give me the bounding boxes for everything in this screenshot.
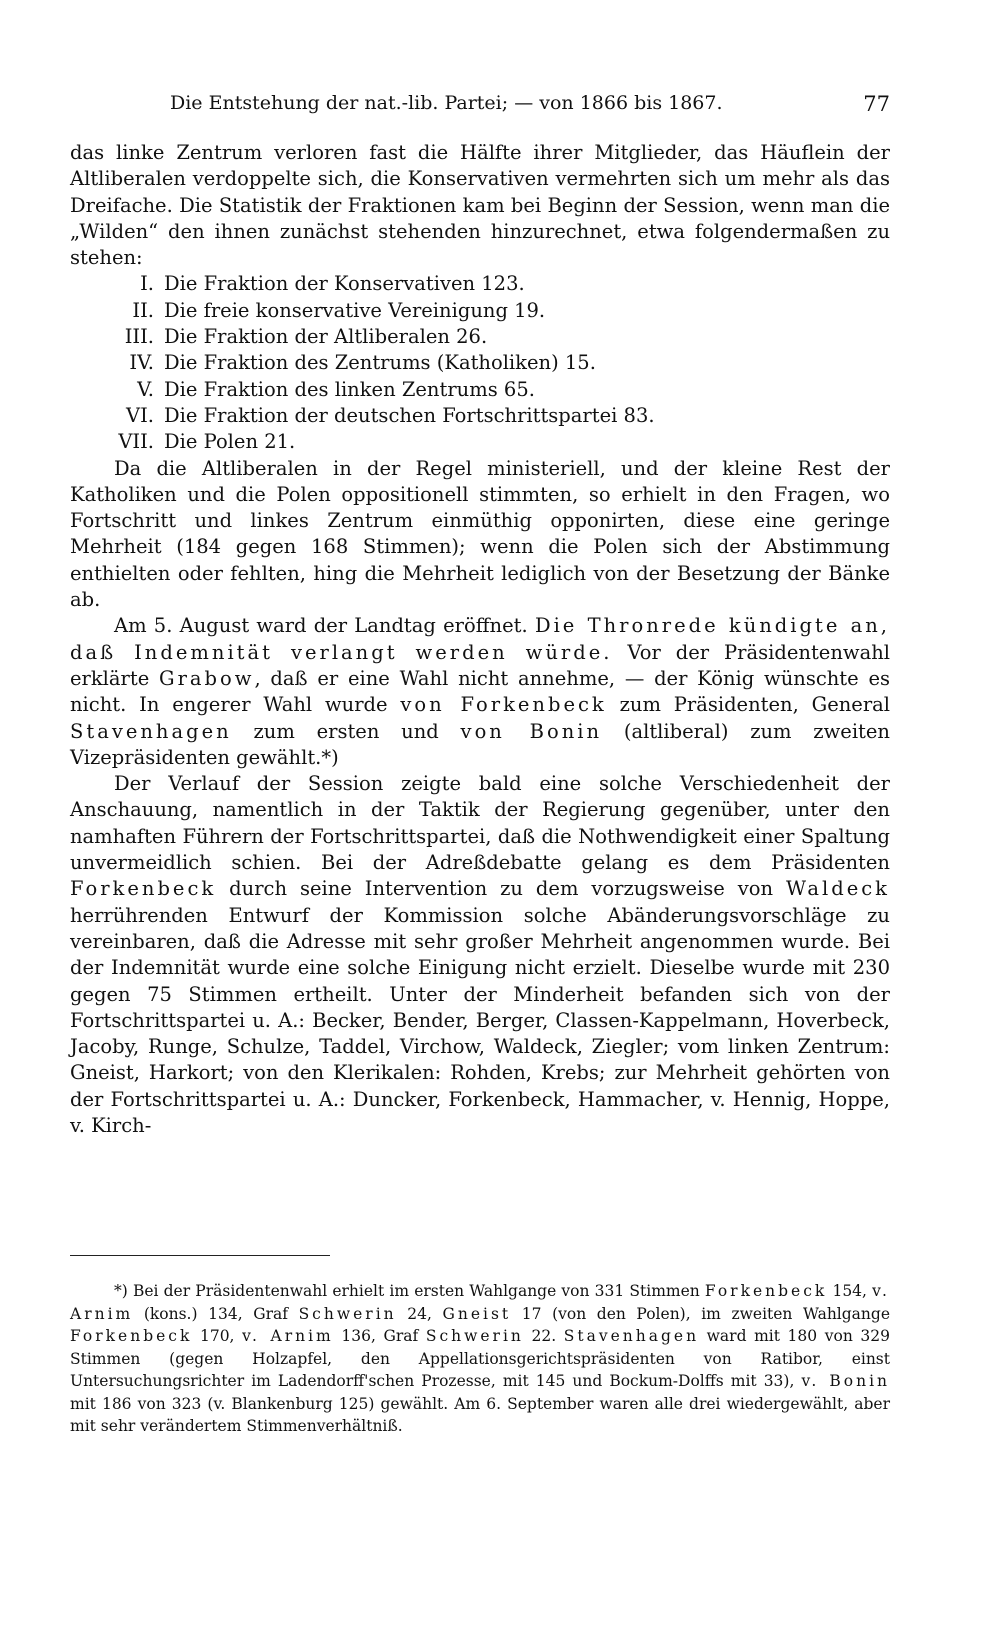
fraction-item — [70, 324, 890, 350]
fraction-number: VII. — [118, 430, 154, 454]
paragraph-3 — [70, 613, 890, 771]
fraction-text: Die Fraktion des linken Zentrums 65. — [164, 377, 535, 401]
text-run: herrührenden Entwurf der Kommission solche Abänderungsvorschläge zu vereinbaren, daß die Adresse mit sehr großer Mehrheit angenommen wurde. Bei der Indemnität wurde eine solche Einigung nicht erzielt. Dieselbe wurde mit 230 gegen 75 Stimmen ertheilt. Unter der Minderheit befanden sich von der Fortschrittspartei u. A.: Becker, Bender, Berger, Classen-Kappelmann, Hoverbeck, Jacoby, Runge, Schulze, Taddel, Virchow, Waldeck, Ziegler; vom linken Zentrum: Gneist, Harkort; von den Klerikalen: Rohden, Krebs; zur Mehrheit gehörten von der Fortschrittspartei u. A.: Duncker, Forkenbeck, Hammacher, v. Hennig, Hoppe, v. Kirch- — [70, 903, 890, 1137]
spaced-name: Waldeck — [786, 877, 890, 901]
text-run: zum ersten und — [253, 719, 439, 743]
spaced-name: Gneist — [442, 1304, 512, 1323]
fraction-item — [70, 271, 890, 297]
spaced-text: Die Thronrede kündigte an, daß Indemnität verlangt werden würde. — [70, 614, 890, 664]
paragraph-1: das linke Zentrum verloren fast die Hälfte ihrer Mitglieder, das Häuflein der Altliberalen verdoppelte sich, die Konservativen vermehrten sich um mehr als das Dreifache. Die Statistik der Fraktionen kam bei Beginn der Session, wenn man die „Wilden“ den ihnen zunächst stehenden hinzurechnet, etwa folgendermaßen zu stehen: — [70, 141, 890, 270]
paragraph-4 — [70, 771, 890, 1139]
fraction-item — [70, 403, 890, 429]
fraction-text: Die Fraktion des Zentrums (Katholiken) 15. — [164, 351, 596, 375]
text-run: 22. — [531, 1327, 557, 1345]
spaced-name: Schwerin — [425, 1327, 524, 1345]
spaced-name: v. Bonin — [801, 1372, 891, 1390]
spaced-name: Schwerin — [298, 1304, 397, 1323]
fraction-number: V. — [137, 377, 154, 401]
fraction-text: Die Fraktion der deutschen Fortschrittspartei 83. — [164, 403, 655, 427]
footnote-rule — [70, 1255, 330, 1256]
fraction-number: IV. — [129, 351, 154, 375]
fraction-text: Die Fraktion der Konservativen 123. — [164, 272, 525, 296]
footnote — [70, 1280, 890, 1438]
paragraph-2: Da die Altliberalen in der Regel ministeriell, und der kleine Rest der Katholiken und die Polen oppositionell stimmten, so erhielt in den Fragen, wo Fortschritt und linkes Zentrum einmüthig opponirten, diese eine geringe Mehrheit (184 gegen 168 Stimmen); wenn die Polen sich der Abstimmung enthielten oder fehlten, hing die Mehrheit lediglich von der Besetzung der Bänke ab. — [70, 456, 890, 612]
fraction-text: Die freie konservative Vereinigung 19. — [164, 298, 546, 322]
page-header — [70, 92, 890, 122]
fraction-item — [70, 298, 890, 324]
footnote-text — [70, 1280, 890, 1438]
text-run: *) Bei der Präsidentenwahl erhielt im ersten Wahlgange von 331 Stimmen — [114, 1282, 700, 1300]
fraction-number: III. — [124, 325, 154, 349]
spaced-name: von Forkenbeck — [400, 693, 607, 717]
spaced-name: Grabow — [159, 666, 255, 690]
text-run: 136, Graf — [341, 1327, 419, 1345]
spaced-name: Forkenbeck — [704, 1282, 828, 1300]
spaced-name: Forkenbeck — [70, 877, 217, 901]
text-run: 24, — [407, 1304, 432, 1323]
text-run: (altliberal) zum zweiten Vizepräsidenten gewählt.*) — [70, 719, 890, 769]
fraction-text: Die Fraktion der Altliberalen 26. — [164, 325, 488, 349]
fraction-text: Die Polen 21. — [164, 430, 296, 454]
text-run: zum Präsidenten, General — [619, 693, 891, 717]
fraction-number: VI. — [126, 403, 154, 427]
text-run: Am 5. August ward der Landtag eröffnet. — [114, 614, 528, 638]
spaced-name: v. Arnim — [242, 1327, 334, 1345]
text-run: Vor der Präsidentenwahl erklärte — [70, 640, 891, 690]
fraction-item — [70, 429, 890, 455]
main-text — [70, 140, 890, 1139]
fraction-number: II. — [132, 298, 154, 322]
spaced-name: Forkenbeck — [70, 1327, 193, 1345]
text-run: 154, — [832, 1282, 867, 1300]
text-run: 17 (von den Polen), im zweiten Wahlgange — [521, 1304, 890, 1323]
text-run: Der Verlauf der Session zeigte bald eine solche Verschiedenheit der Anschauung, namentlich in der Taktik der Regierung gegenüber, unter den namhaften Führern der Fortschrittspartei, daß die Nothwendigkeit einer Spaltung unvermeidlich schien. Bei der Adreßdebatte gelang es dem Präsidenten — [70, 772, 890, 875]
text-run: durch seine Intervention zu dem vorzugsweise von — [229, 877, 774, 901]
text-run: , daß er eine Wahl nicht annehme, — der König wünschte es nicht. In engerer Wahl wurde — [70, 666, 890, 717]
fraction-item — [70, 377, 890, 403]
spaced-name: Stavenhagen — [70, 719, 232, 743]
text-run: mit 186 von 323 (v. Blankenburg 125) gewählt. Am 6. September waren alle drei wiedergewählt, aber mit sehr verändertem Stimmenverhältniß. — [70, 1394, 890, 1435]
fraction-number: I. — [140, 272, 154, 296]
spaced-name: v. Arnim — [70, 1282, 890, 1323]
spaced-name: Stavenhagen — [563, 1327, 700, 1345]
text-run: 170, — [199, 1327, 235, 1345]
fraction-list — [70, 271, 890, 455]
text-run: (kons.) 134, Graf — [143, 1304, 288, 1323]
running-title: Die Entstehung der nat.-lib. Partei; — von 1866 bis 1867. — [170, 92, 723, 114]
spaced-name: von Bonin — [460, 719, 603, 743]
text-run: ward mit 180 von 329 Stimmen (gegen Holzapfel, den Appellationsgerichtspräsidenten von Ratibor, einst Untersuchungsrichter im Ladendorff'schen Prozesse, mit 145 und Bockum-Dolffs mit 33), — [70, 1327, 890, 1390]
page-number: 77 — [863, 92, 890, 116]
fraction-item — [70, 350, 890, 376]
